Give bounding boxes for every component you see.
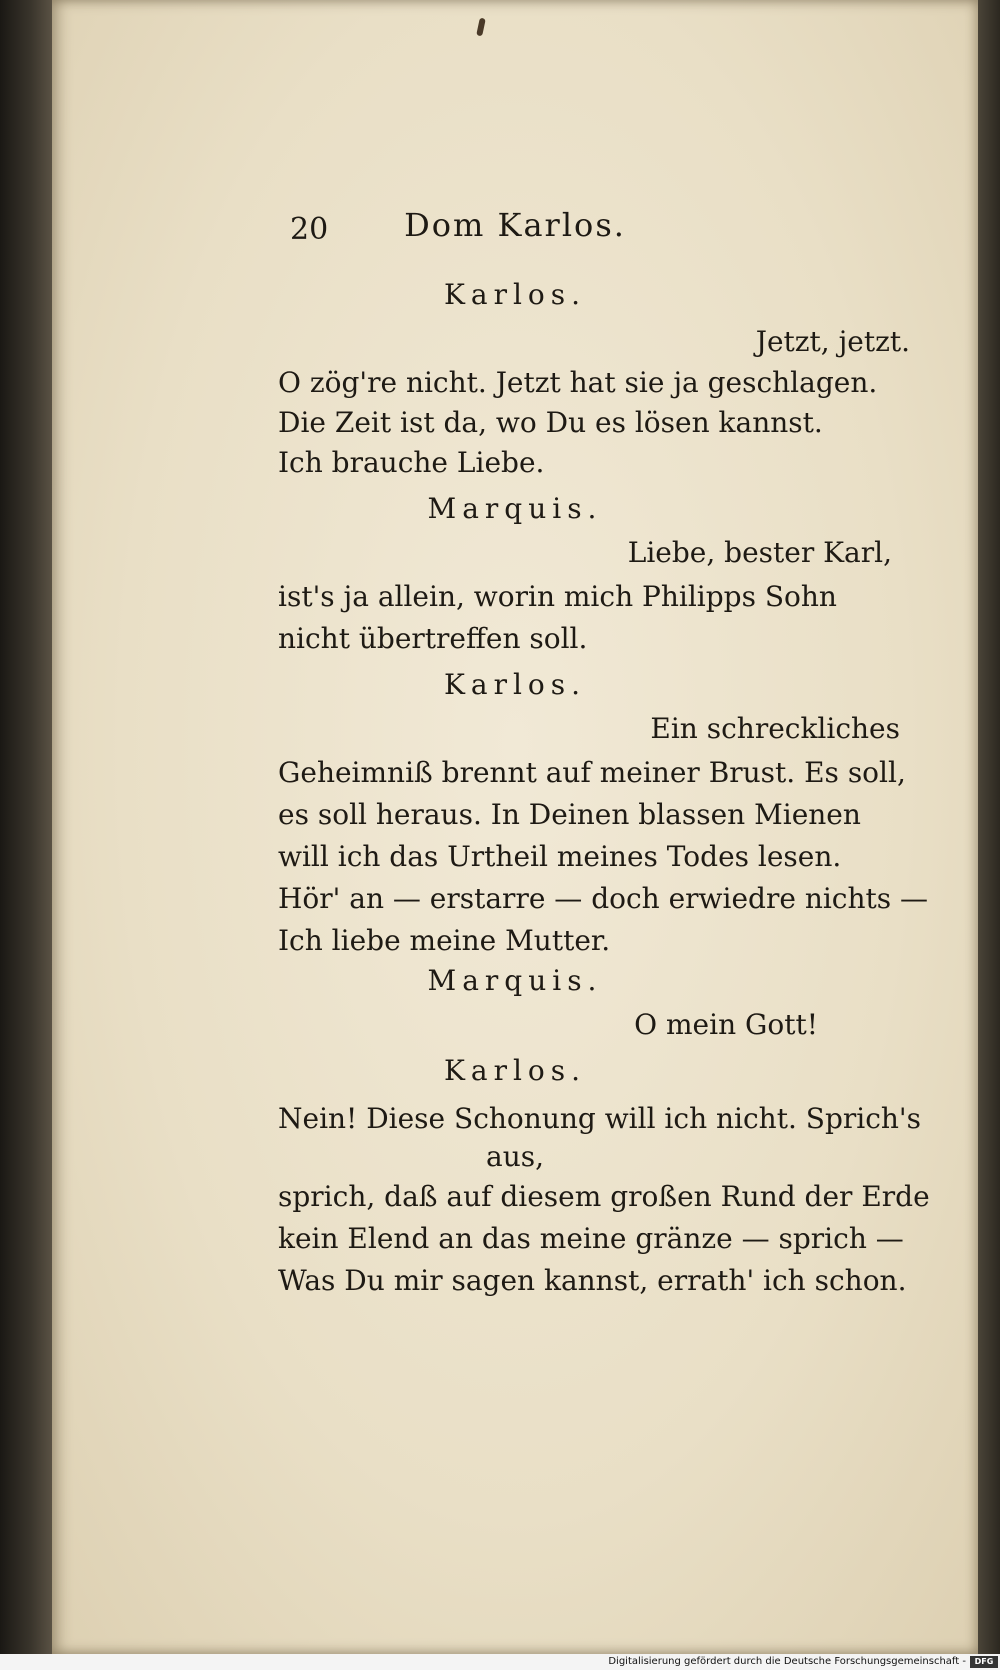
verse-line: es soll heraus. In Deinen blassen Mienen bbox=[278, 798, 861, 831]
book-page bbox=[52, 0, 978, 1654]
speaker-name: Karlos. bbox=[443, 278, 587, 311]
digitization-footer bbox=[0, 1654, 1000, 1670]
verse-line: Hör' an — erstarre — doch erwiedre nichts — bbox=[278, 882, 929, 915]
verse-line: kein Elend an das meine gränze — sprich — bbox=[278, 1222, 904, 1255]
verse-line: ist's ja allein, worin mich Philipps Sohn bbox=[278, 580, 837, 613]
dfg-logo: DFG bbox=[970, 1656, 998, 1668]
book-binding bbox=[0, 0, 52, 1670]
footer-credit: Digitalisierung gefördert durch die Deutsche Forschungsgemeinschaft - bbox=[608, 1656, 966, 1667]
verse-line: Nein! Diese Schonung will ich nicht. Sprich's bbox=[278, 1102, 921, 1135]
verse-line: O mein Gott! bbox=[634, 1008, 818, 1041]
verse-line: Liebe, bester Karl, bbox=[627, 536, 892, 569]
running-head: Dom Karlos. bbox=[404, 206, 626, 244]
verse-line: Ein schreckliches bbox=[650, 712, 900, 745]
speaker-name: Karlos. bbox=[443, 668, 587, 701]
verse-line: Jetzt, jetzt. bbox=[755, 325, 910, 358]
page-number: 20 bbox=[290, 212, 329, 247]
verse-line: sprich, daß auf diesem großen Rund der Erde bbox=[278, 1180, 930, 1213]
speaker-name: Marquis. bbox=[427, 964, 603, 997]
page-edge bbox=[978, 0, 1000, 1670]
ink-smudge bbox=[476, 18, 486, 37]
verse-line: Geheimniß brennt auf meiner Brust. Es soll, bbox=[278, 756, 906, 789]
speaker-name: Karlos. bbox=[443, 1054, 587, 1087]
verse-line: aus, bbox=[486, 1140, 544, 1173]
verse-line: Was Du mir sagen kannst, errath' ich schon. bbox=[278, 1264, 907, 1297]
speaker-name: Marquis. bbox=[427, 492, 603, 525]
verse-line: Die Zeit ist da, wo Du es lösen kannst. bbox=[278, 406, 823, 439]
verse-line: will ich das Urtheil meines Todes lesen. bbox=[278, 840, 842, 873]
verse-line: Ich brauche Liebe. bbox=[278, 446, 545, 479]
verse-line: nicht übertreffen soll. bbox=[278, 622, 588, 655]
verse-line: O zög're nicht. Jetzt hat sie ja geschlagen. bbox=[278, 366, 878, 399]
verse-line: Ich liebe meine Mutter. bbox=[278, 924, 611, 957]
